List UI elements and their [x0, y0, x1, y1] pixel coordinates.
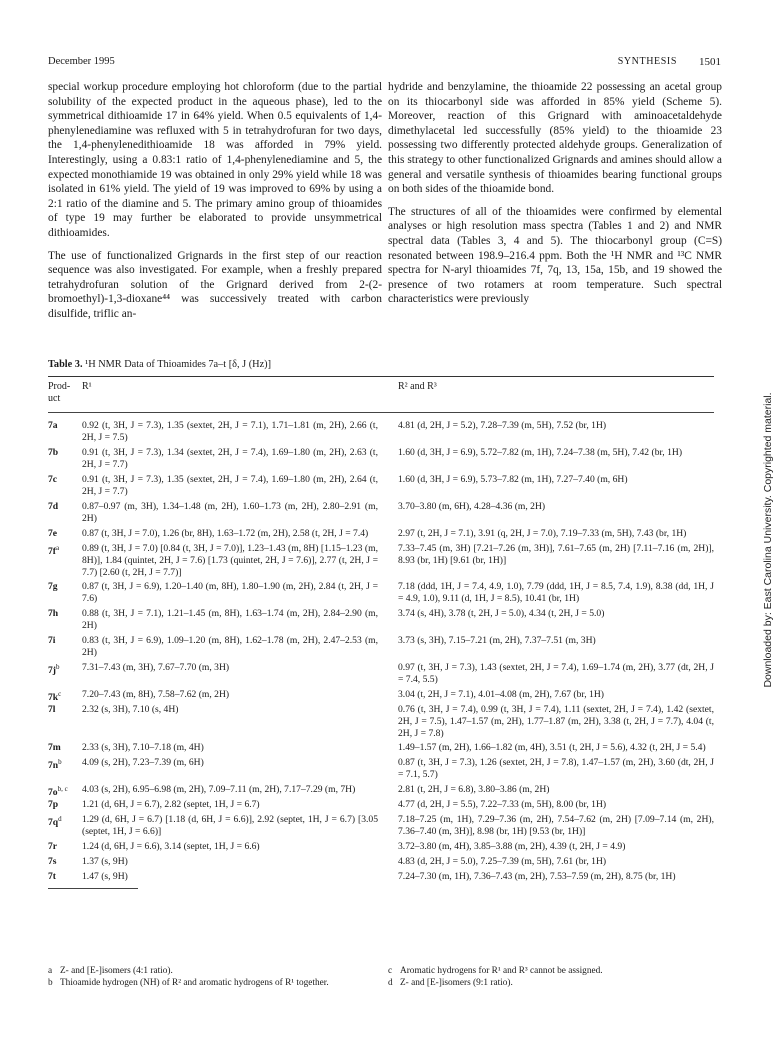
r2-r3-shifts: 3.73 (s, 3H), 7.15–7.21 (m, 2H), 7.37–7.51 (m, 3H)	[398, 635, 596, 646]
footnote	[388, 966, 714, 978]
compound-label: 7l	[48, 704, 56, 715]
r2-r3-shifts: 4.81 (d, 2H, J = 5.2), 7.28–7.39 (m, 5H), 7.52 (br, 1H)	[398, 420, 607, 431]
r1-shifts: 0.92 (t, 3H, J = 7.3), 1.35 (sextet, 2H, J = 7.1), 1.71–1.81 (m, 2H), 2.66 (t, 2H, J = 7.5)	[82, 420, 378, 443]
r2-r3-shifts: 2.81 (t, 2H, J = 6.8), 3.80–3.86 (m, 2H)	[398, 784, 550, 795]
r2-r3-shifts: 7.18–7.25 (m, 1H), 7.29–7.36 (m, 2H), 7.54–7.62 (m, 2H) [7.09–7.14 (m, 2H), 7.36–7.40 (m, 3H)], 8.98 (br, 1H) [9.53 (br, 1H)]	[398, 814, 714, 837]
table-top-rule	[48, 376, 714, 377]
r2-r3-shifts: 3.72–3.80 (m, 4H), 3.85–3.88 (m, 2H), 4.39 (t, 2H, J = 4.9)	[398, 841, 626, 852]
table-caption	[48, 359, 271, 370]
table-bottom-rule	[48, 888, 138, 889]
r2-r3-shifts: 4.77 (d, 2H, J = 5.5), 7.22–7.33 (m, 5H), 8.00 (br, 1H)	[398, 799, 607, 810]
paragraph: special workup procedure employing hot chloroform (due to the partial solubility of the expected product in the aqueous phase), led to the symmetrical dithioamide 17 in 64% yield. When 0.5 equivalents of 1,4-phenylenediamine was refluxed with 5 in tetrahydrofuran for two days, the 1,4-phenylenedithioamide 18 was afforded in 79% yield. Interestingly, using a 0.83:1 ratio of 1,4-phenylenediamine and 5, the expected monothiamide 19 was obtained in only 29% yield while 18 was isolated in 61% yield. The yield of 19 was improved to 69% by using a 2:1 ratio of the diamine and 5. The primary amino group of thioamides of type 19 may further be elaborated to provide unsymmetrical dithioamides.	[48, 81, 382, 239]
compound-footnote-mark: b, c	[57, 785, 68, 793]
r2-r3-shifts: 3.04 (t, 2H, J = 7.1), 4.01–4.08 (m, 2H), 7.67 (br, 1H)	[398, 689, 604, 700]
compound-label: 7e	[48, 528, 58, 539]
r1-shifts: 0.83 (t, 3H, J = 6.9), 1.09–1.20 (m, 8H), 1.62–1.78 (m, 2H), 2.47–2.53 (m, 2H)	[82, 635, 378, 658]
compound-id	[48, 757, 78, 772]
compound-id	[48, 447, 78, 459]
compound-id	[48, 420, 78, 432]
journal-name: SYNTHESIS	[617, 56, 677, 67]
r1-shifts: 0.87–0.97 (m, 3H), 1.34–1.48 (m, 2H), 1.60–1.73 (m, 2H), 2.80–2.91 (m, 2H)	[82, 501, 378, 524]
r2-r3-shifts: 7.18 (ddd, 1H, J = 7.4, 4.9, 1.0), 7.79 (ddd, 1H, J = 8.5, 7.4, 1.9), 8.38 (dd, 1H, J = 4.9, 1.0), 9.11 (d, 1H, J = 8.5), 10.41 (br, 1H)	[398, 581, 714, 604]
compound-id	[48, 662, 78, 677]
r2-r3-shifts: 1.60 (d, 3H, J = 6.9), 5.73–7.82 (m, 1H), 7.27–7.40 (m, 6H)	[398, 474, 628, 485]
r1-shifts: 2.33 (s, 3H), 7.10–7.18 (m, 4H)	[82, 742, 204, 753]
compound-id	[48, 474, 78, 486]
footnote-mark: c	[388, 966, 393, 976]
r1-shifts: 7.20–7.43 (m, 8H), 7.58–7.62 (m, 2H)	[82, 689, 230, 700]
r2-r3-shifts: 7.24–7.30 (m, 1H), 7.36–7.43 (m, 2H), 7.53–7.59 (m, 2H), 8.75 (br, 1H)	[398, 871, 676, 882]
compound-label: 7g	[48, 581, 58, 592]
compound-id	[48, 742, 78, 754]
compound-label: 7d	[48, 501, 59, 512]
r1-shifts: 0.88 (t, 3H, J = 7.1), 1.21–1.45 (m, 8H), 1.63–1.74 (m, 2H), 2.84–2.90 (m, 2H)	[82, 608, 378, 631]
r1-shifts: 1.37 (s, 9H)	[82, 856, 128, 867]
r1-shifts: 0.87 (t, 3H, J = 7.0), 1.26 (br, 8H), 1.63–1.72 (m, 2H), 2.58 (t, 2H, J = 7.4)	[82, 528, 369, 539]
footnote	[48, 966, 368, 978]
compound-label: 7h	[48, 608, 59, 619]
footnote-text: Z- and [E-]isomers (9:1 ratio).	[400, 978, 513, 988]
r2-r3-shifts: 0.97 (t, 3H, J = 7.3), 1.43 (sextet, 2H, J = 7.4), 1.69–1.74 (m, 2H), 3.77 (dt, 2H, J = 7.4, 5.5)	[398, 662, 714, 685]
r1-shifts: 0.91 (t, 3H, J = 7.3), 1.35 (sextet, 2H, J = 7.4), 1.69–1.80 (m, 2H), 2.64 (t, 2H, J = 7.7)	[82, 474, 378, 497]
footnote-text: Z- and [E-]isomers (4:1 ratio).	[60, 966, 173, 976]
footnote-mark: d	[388, 978, 393, 988]
footnote	[48, 978, 368, 990]
compound-label: 7f	[48, 546, 56, 558]
footnote-mark: b	[48, 978, 53, 988]
text-column-right	[388, 80, 722, 307]
footnote-text: Aromatic hydrogens for R¹ and R³ cannot be assigned.	[400, 966, 603, 976]
compound-label: 7i	[48, 635, 56, 646]
compound-footnote-mark: b	[56, 663, 60, 671]
footnote-text: Thioamide hydrogen (NH) of R² and aromatic hydrogens of R¹ together.	[60, 978, 329, 988]
compound-footnote-mark: b	[58, 758, 62, 766]
r1-shifts: 1.29 (d, 6H, J = 6.7) [1.18 (d, 6H, J = 6.6)], 2.92 (septet, 1H, J = 6.7) [3.05 (septet, 1H, J = 6.6)]	[82, 814, 378, 837]
compound-label: 7k	[48, 692, 59, 704]
r2-r3-shifts: 1.60 (d, 3H, J = 6.9), 5.72–7.82 (m, 1H), 7.24–7.38 (m, 5H), 7.42 (br, 1H)	[398, 447, 683, 458]
compound-label: 7c	[48, 474, 58, 485]
compound-id	[48, 501, 78, 513]
compound-id	[48, 814, 78, 829]
r1-shifts: 2.32 (s, 3H), 7.10 (s, 4H)	[82, 704, 179, 715]
compound-label: 7q	[48, 817, 59, 829]
issue-date: December 1995	[48, 56, 115, 67]
compound-label: 7a	[48, 420, 58, 431]
compound-label: 7n	[48, 760, 59, 772]
compound-id	[48, 841, 78, 853]
compound-id	[48, 528, 78, 540]
compound-footnote-mark: c	[58, 690, 62, 698]
download-notice-text: Downloaded by: East Carolina University. Copyrighted material.	[762, 392, 774, 688]
page-number: 1501	[699, 56, 721, 68]
r1-shifts: 1.24 (d, 6H, J = 6.6), 3.14 (septet, 1H, J = 6.6)	[82, 841, 260, 852]
paragraph: The use of functionalized Grignards in the first step of our reaction sequence was also investigated. For example, when a freshly prepared tetrahydrofuran solution of the Grignard derived from 2-(2-bromoethyl)-1,3-dioxane⁴⁴ was successively treated with carbon disulfide, triflic an-	[48, 249, 382, 320]
r1-shifts: 1.47 (s, 9H)	[82, 871, 128, 882]
r1-shifts: 4.03 (s, 2H), 6.95–6.98 (m, 2H), 7.09–7.11 (m, 2H), 7.17–7.29 (m, 7H)	[82, 784, 356, 795]
r1-shifts: 4.09 (s, 2H), 7.23–7.39 (m, 6H)	[82, 757, 204, 768]
download-notice	[761, 350, 775, 730]
r2-r3-shifts: 0.87 (t, 3H, J = 7.3), 1.26 (sextet, 2H, J = 7.8), 1.47–1.57 (m, 2H), 3.60 (dt, 2H, J = 7.1, 5.7)	[398, 757, 714, 780]
r1-shifts: 0.89 (t, 3H, J = 7.0) [0.84 (t, 3H, J = 7.0)], 1.23–1.43 (m, 8H) [1.15–1.23 (m, 8H)], 1.84 (quintet, 2H, J = 7.6) [1.73 (quintet, 2H, J = 7.6)], 2.77 (t, 2H, J = 7.7) [2.60 (t, 2H, J = 7.7)]	[82, 543, 378, 578]
r1-shifts: 0.87 (t, 3H, J = 6.9), 1.20–1.40 (m, 8H), 1.80–1.90 (m, 2H), 2.84 (t, 2H, J = 7.6)	[82, 581, 378, 604]
column-header-r2-r3: R² and R³	[398, 381, 437, 392]
compound-label: 7j	[48, 665, 56, 677]
column-header-product: Prod- uct	[48, 381, 71, 404]
paragraph: The structures of all of the thioamides were confirmed by elemental analyses or high resolution mass spectra (Tables 1 and 2) and NMR spectral data (Tables 3, 4 and 5). The thiocarbonyl group (C=S) resonated between 198.9–216.4 ppm. Both the ¹H NMR and ¹³C NMR spectra for N-aryl thioamides 7f, 7q, 13, 15a, 15b, and 19 showed the presence of two rotamers at room temperature. Such spectral characteristics were previously	[388, 205, 722, 306]
footnote-mark: a	[48, 966, 53, 976]
running-header	[48, 56, 721, 70]
table-label: Table 3.	[48, 359, 83, 370]
compound-id	[48, 784, 78, 799]
r2-r3-shifts: 2.97 (t, 2H, J = 7.1), 3.91 (q, 2H, J = 7.0), 7.19–7.33 (m, 5H), 7.43 (br, 1H)	[398, 528, 687, 539]
compound-id	[48, 689, 78, 704]
text-column-left	[48, 80, 382, 322]
compound-id	[48, 856, 78, 868]
compound-id	[48, 799, 78, 811]
compound-id	[48, 608, 78, 620]
r1-shifts: 1.21 (d, 6H, J = 6.7), 2.82 (septet, 1H, J = 6.7)	[82, 799, 260, 810]
compound-label: 7p	[48, 799, 59, 810]
compound-footnote-mark: a	[56, 544, 60, 552]
compound-id	[48, 581, 78, 593]
compound-id	[48, 871, 78, 883]
compound-label: 7m	[48, 742, 61, 753]
compound-id	[48, 704, 78, 716]
column-header-r1: R¹	[82, 381, 92, 392]
paragraph: hydride and benzylamine, the thioamide 22 possessing an acetal group on its thiocarbonyl side was afforded in 85% yield (Scheme 5). Moreover, reaction of this Grignard with aminoacetaldehyde dimethylacetal led successfully (85% yield) to the thioamide 23 possessing two differently protected aldehyde groups. Generalization of this strategy to other functionalized Grignards and amines should allow a general and versatile synthesis of thioamides bearing functional groups on both sides of the thioamide bond.	[388, 81, 722, 196]
compound-id	[48, 543, 78, 558]
r1-shifts: 0.91 (t, 3H, J = 7.3), 1.34 (sextet, 2H, J = 7.4), 1.69–1.80 (m, 2H), 2.63 (t, 2H, J = 7.7)	[82, 447, 378, 470]
r2-r3-shifts: 3.70–3.80 (m, 6H), 4.28–4.36 (m, 2H)	[398, 501, 546, 512]
table-title: ¹H NMR Data of Thioamides 7a–t [δ, J (Hz)]	[85, 359, 272, 370]
compound-label: 7t	[48, 871, 56, 882]
footnote	[388, 978, 714, 990]
r2-r3-shifts: 4.83 (d, 2H, J = 5.0), 7.25–7.39 (m, 5H), 7.61 (br, 1H)	[398, 856, 607, 867]
compound-id	[48, 635, 78, 647]
table-header-rule	[48, 412, 714, 413]
compound-label: 7r	[48, 841, 58, 852]
r2-r3-shifts: 0.76 (t, 3H, J = 7.4), 0.99 (t, 3H, J = 7.4), 1.11 (sextet, 2H, J = 7.4), 1.42 (sextet, 2H, J = 7.5), 1.47–1.57 (m, 2H), 1.77–1.87 (m, 2H), 3.38 (t, 2H, J = 7.7), 4.04 (t, 2H, J = 7.8)	[398, 704, 714, 739]
r1-shifts: 7.31–7.43 (m, 3H), 7.67–7.70 (m, 3H)	[82, 662, 230, 673]
compound-footnote-mark: d	[58, 815, 62, 823]
compound-label: 7s	[48, 856, 57, 867]
r2-r3-shifts: 3.74 (s, 4H), 3.78 (t, 2H, J = 5.0), 4.34 (t, 2H, J = 5.0)	[398, 608, 605, 619]
compound-label: 7o	[48, 787, 58, 799]
r2-r3-shifts: 7.33–7.45 (m, 3H) [7.21–7.26 (m, 3H)], 7.61–7.65 (m, 2H) [7.11–7.16 (m, 2H)], 8.93 (br, 1H) [9.61 (br, 1H)]	[398, 543, 714, 566]
r2-r3-shifts: 1.49–1.57 (m, 2H), 1.66–1.82 (m, 4H), 3.51 (t, 2H, J = 5.6), 4.32 (t, 2H, J = 5.4)	[398, 742, 706, 753]
compound-label: 7b	[48, 447, 59, 458]
